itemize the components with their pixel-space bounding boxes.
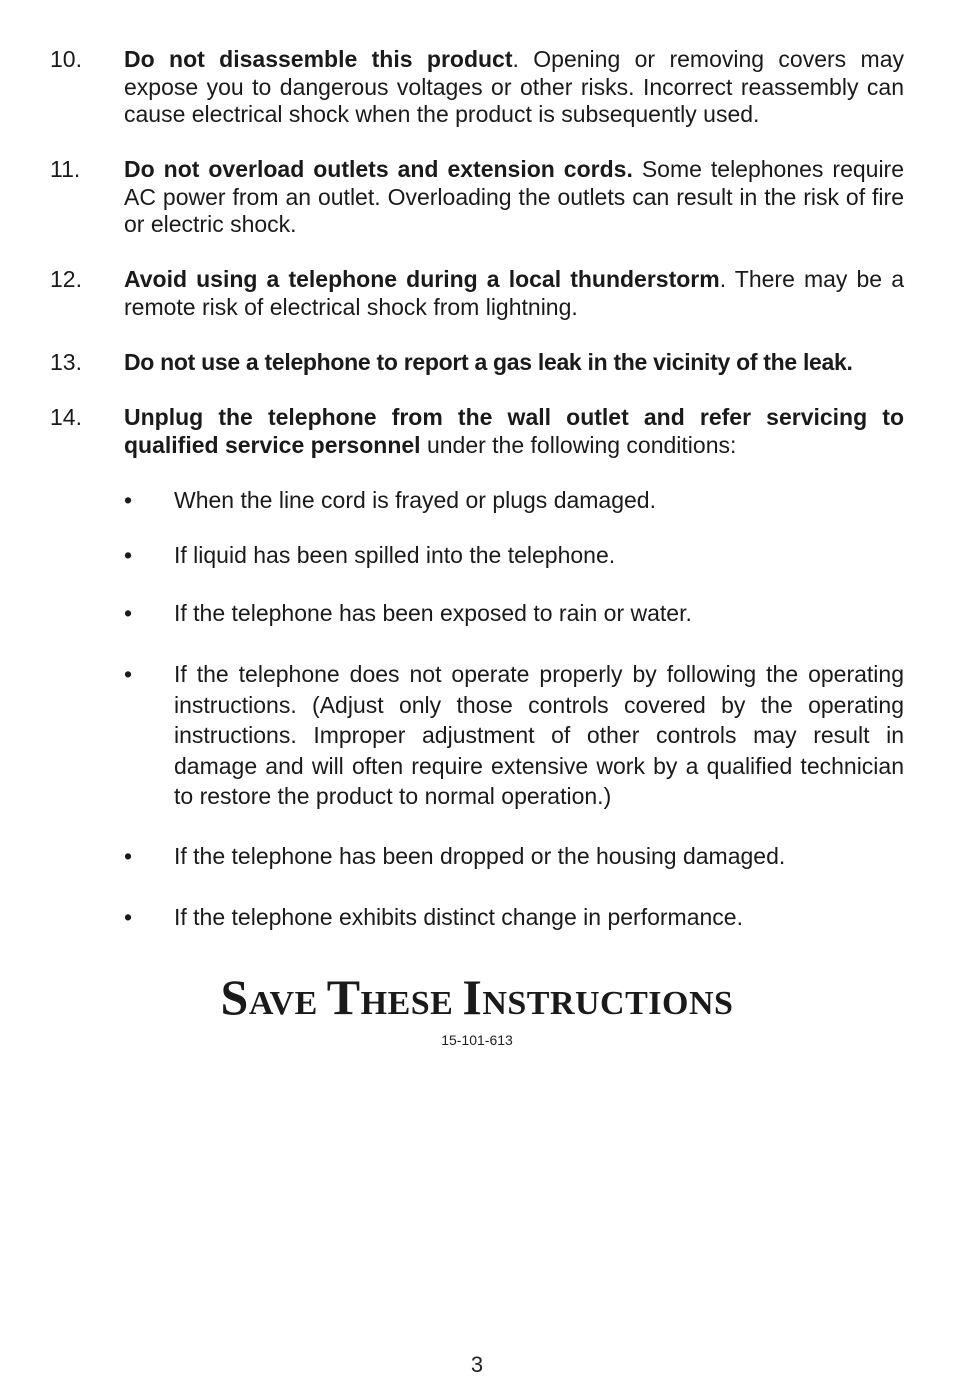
item-text bbox=[124, 404, 904, 459]
bullet-text: If liquid has been spilled into the telephone. bbox=[174, 542, 616, 568]
condition-bullet bbox=[124, 540, 904, 571]
bullet-text: If the telephone has been dropped or the housing damaged. bbox=[174, 843, 786, 869]
item-text bbox=[124, 46, 904, 129]
item-body: Some telephones require AC power from an outlet. Overloading the outlets can result in the risk of fire or electric shock. bbox=[124, 156, 905, 237]
item-body: . There may be a remote risk of electrical shock from lightning. bbox=[124, 266, 904, 320]
item-text bbox=[124, 266, 904, 321]
bullet-text: If the telephone has been exposed to rain or water. bbox=[174, 600, 692, 626]
bullet-mark: • bbox=[124, 843, 133, 869]
item-number: 12. bbox=[50, 266, 82, 292]
bullet-mark: • bbox=[124, 487, 133, 513]
bullet-text: If the telephone does not operate properly by following the operating instructions. (Adjust only those controls covered by the operating instructions. Improper adjustment of other controls may result in damage and will often require extensive work by a qualified technician to restore the product to normal operation.) bbox=[174, 661, 904, 809]
safety-item-13 bbox=[50, 349, 904, 377]
heading-word-rest: HESE bbox=[360, 985, 454, 1022]
bullet-mark: • bbox=[124, 542, 133, 568]
condition-bullet bbox=[124, 841, 904, 872]
condition-bullet bbox=[124, 598, 904, 629]
save-instructions-heading bbox=[0, 968, 954, 1026]
item-text bbox=[124, 156, 904, 239]
item-heading: Do not disassemble this product bbox=[124, 46, 513, 72]
item-number: 11. bbox=[50, 156, 81, 182]
bullet-text: If the telephone exhibits distinct change in performance. bbox=[174, 904, 743, 930]
item-number: 10. bbox=[50, 46, 82, 72]
heading-initial: S bbox=[220, 969, 249, 1025]
item-heading: Do not overload outlets and extension cords. bbox=[124, 156, 633, 182]
item-heading: Avoid using a telephone during a local thunderstorm bbox=[124, 266, 720, 292]
heading-initial: T bbox=[326, 969, 361, 1025]
safety-item-14 bbox=[50, 404, 904, 459]
item-text bbox=[124, 349, 904, 377]
safety-item-11 bbox=[50, 156, 904, 239]
condition-bullet bbox=[124, 485, 904, 516]
item-number: 14. bbox=[50, 404, 82, 430]
bullet-mark: • bbox=[124, 904, 133, 930]
condition-bullet bbox=[124, 659, 904, 812]
item-heading: Do not use a telephone to report a gas leak in the vicinity of the leak. bbox=[124, 349, 853, 375]
heading-word-rest: NSTRUCTIONS bbox=[482, 985, 734, 1022]
heading-initial: I bbox=[462, 969, 483, 1025]
bullet-mark: • bbox=[124, 661, 133, 687]
safety-item-12 bbox=[50, 266, 904, 321]
safety-item-10 bbox=[50, 46, 904, 129]
document-code: 15-101-613 bbox=[441, 1032, 513, 1048]
bullet-text: When the line cord is frayed or plugs damaged. bbox=[174, 487, 656, 513]
page-number: 3 bbox=[470, 1352, 484, 1377]
condition-bullet bbox=[124, 902, 904, 933]
bullet-mark: • bbox=[124, 600, 133, 626]
item-body: . Opening or removing covers may expose you to dangerous voltages or other risks. Incorrect reassembly can cause electrical shock when the product is subsequently used. bbox=[124, 46, 904, 127]
item-number: 13. bbox=[50, 349, 82, 375]
item-body: under the following conditions: bbox=[420, 431, 737, 458]
heading-word-rest: AVE bbox=[248, 985, 318, 1022]
item-heading: Unplug the telephone from the wall outlet and refer servicing to qualified service personnel bbox=[124, 404, 904, 458]
